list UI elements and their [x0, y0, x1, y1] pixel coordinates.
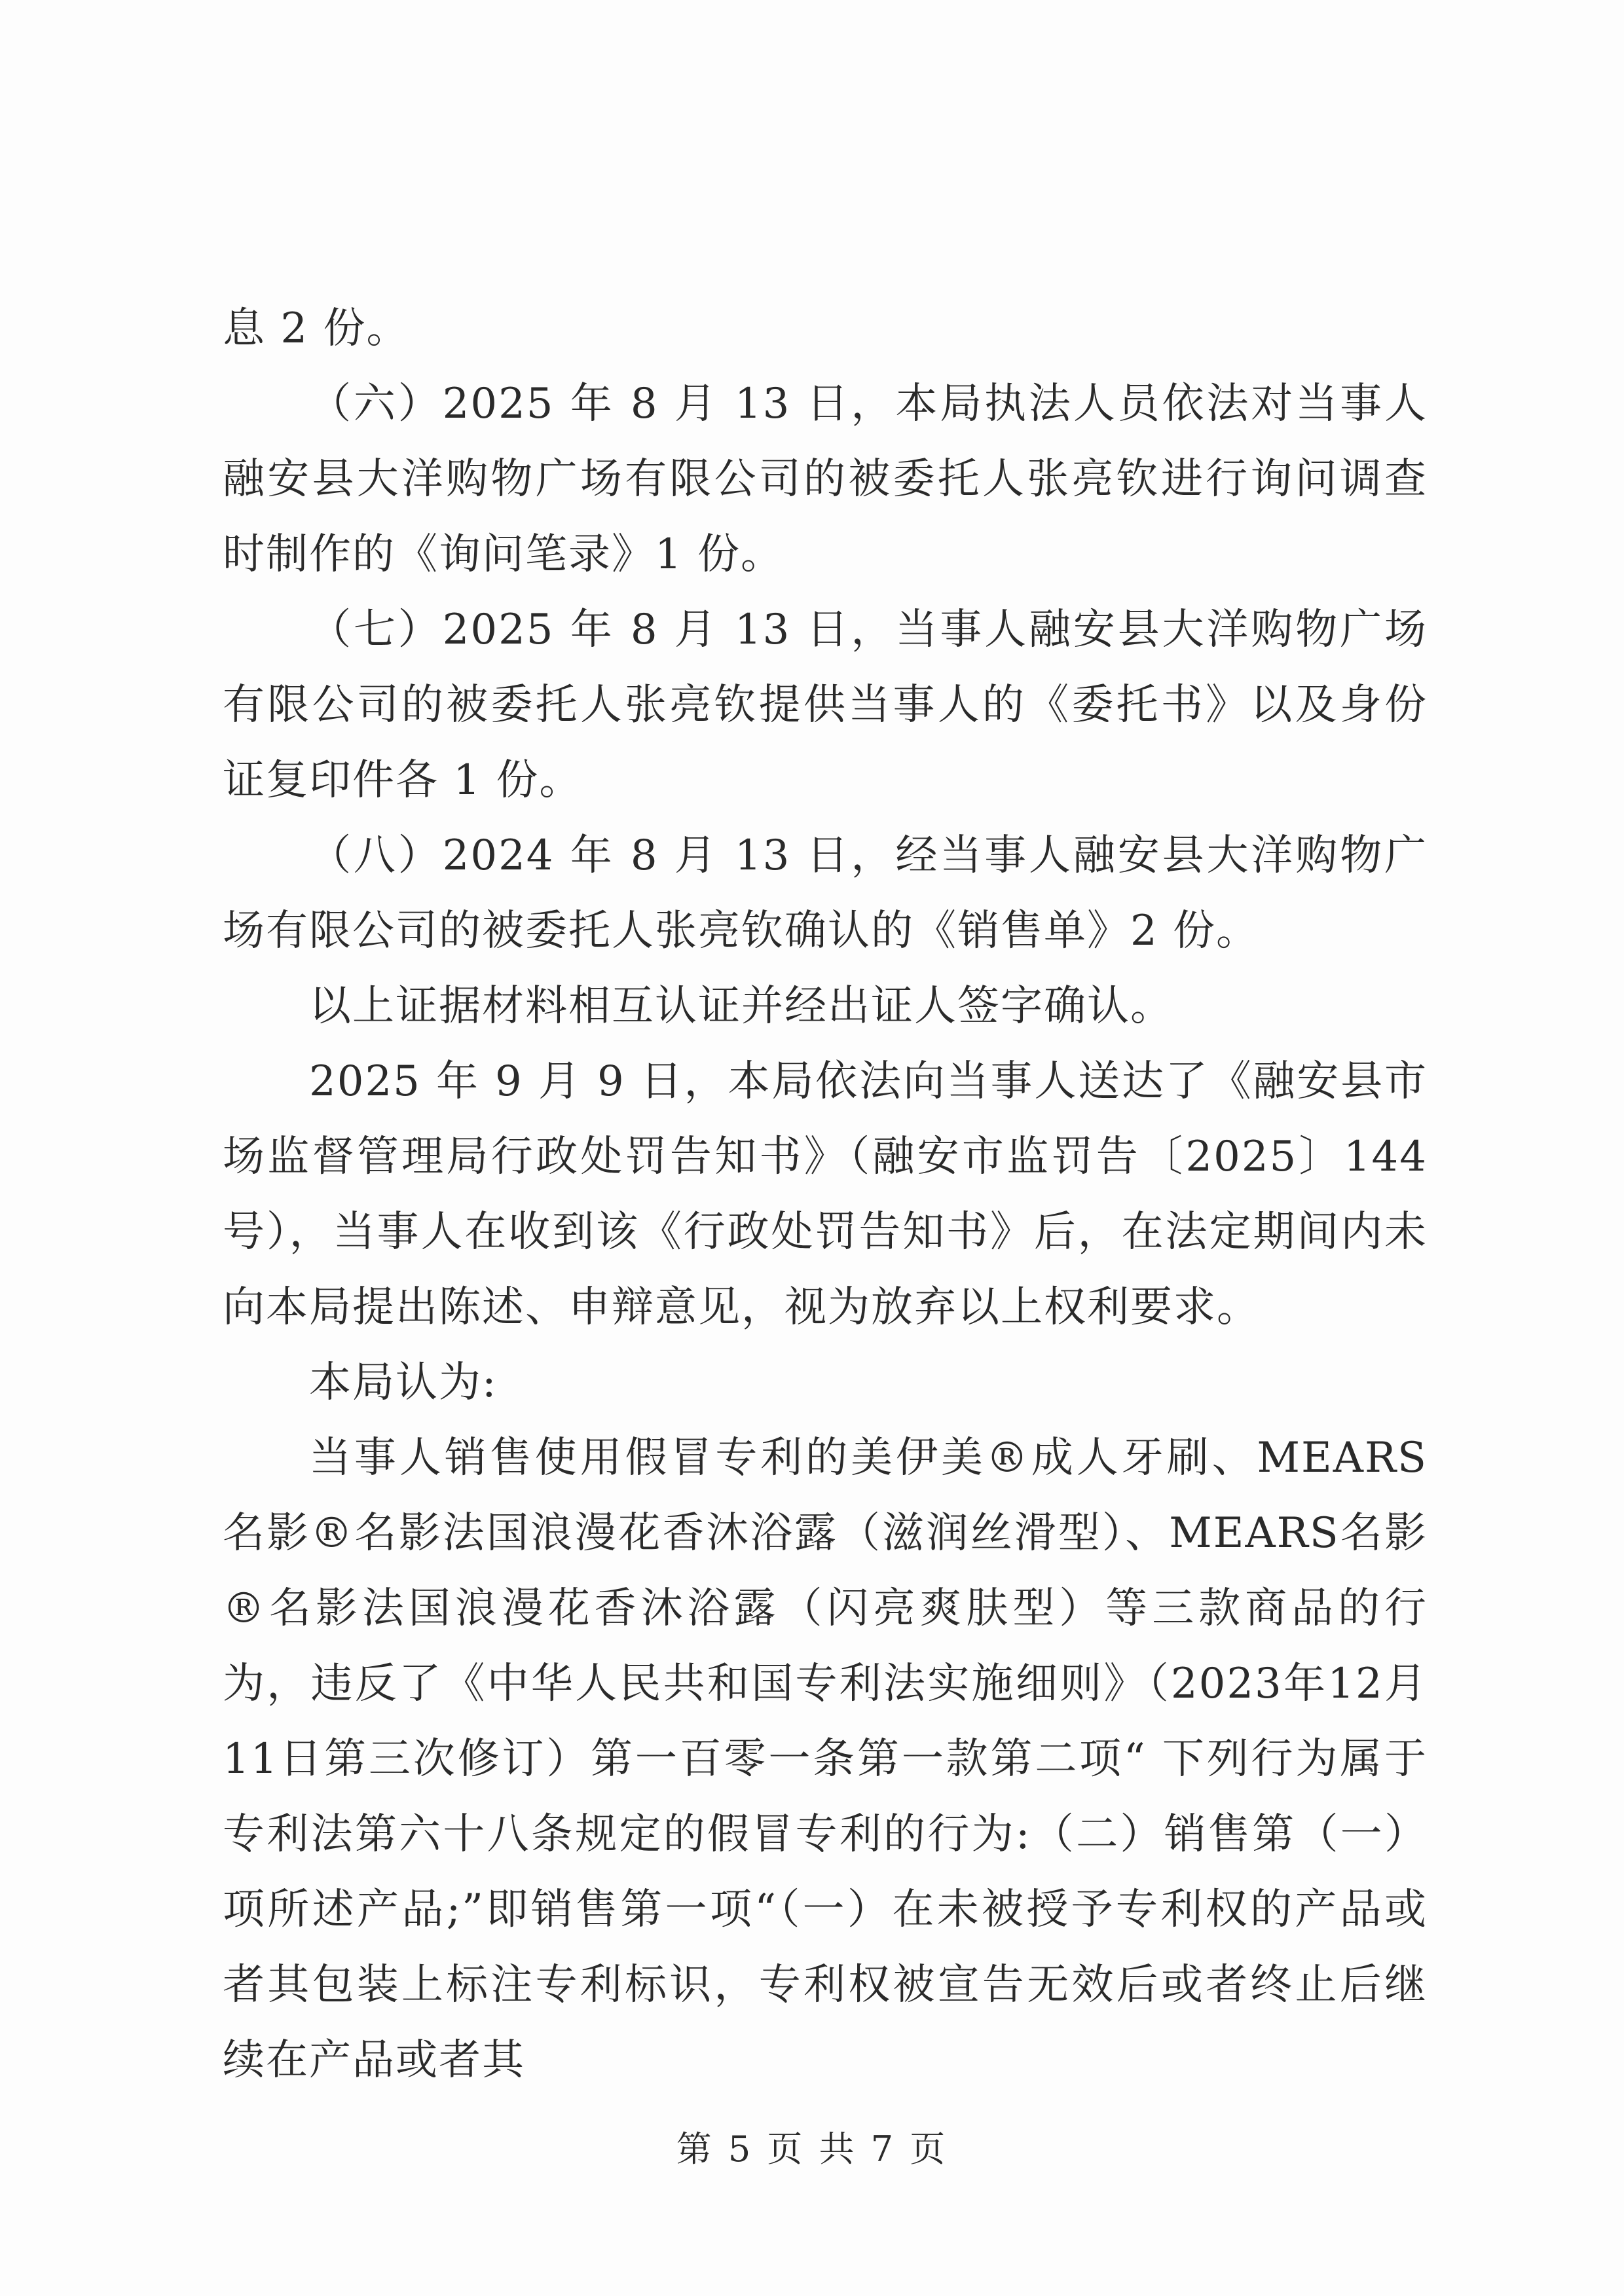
- document-body: [223, 291, 1428, 2098]
- page-number-footer: 第 5 页 共 7 页: [676, 2128, 948, 2170]
- paragraph-evidence-8: （八）2024 年 8 月 13 日，经当事人融安县大洋购物广场有限公司的被委托人张亮钦确认的《销售单》2 份。: [223, 831, 1428, 955]
- paragraph-evidence-6: （六）2025 年 8 月 13 日，本局执法人员依法对当事人融安县大洋购物广场有限公司的被委托人张亮钦进行询问调查时制作的《询问笔录》1 份。: [223, 380, 1428, 579]
- paragraph-evidence-confirmation: 以上证据材料相互认证并经出证人签字确认。: [309, 982, 1173, 1030]
- paragraph-notice-delivery: 2025 年 9 月 9 日，本局依法向当事人送达了《融安县市场监督管理局行政处罚告知书》（融安市监罚告〔2025〕144 号），当事人在收到该《行政处罚告知书》后，在法定期间内未向本局提出陈述、申辩意见，视为放弃以上权利要求。: [223, 1057, 1428, 1332]
- paragraph-bureau-opinion-heading: 本局认为:: [309, 1358, 498, 1407]
- paragraph-evidence-7: （七）2025 年 8 月 13 日，当事人融安县大洋购物广场有限公司的被委托人张亮钦提供当事人的《委托书》以及身份证复印件各 1 份。: [223, 606, 1428, 805]
- paragraph-continued: 息 2 份。: [223, 304, 410, 353]
- paragraph-bureau-opinion: 当事人销售使用假冒专利的美伊美®成人牙刷、MEARS名影®名影法国浪漫花香沐浴露（滋润丝滑型）、MEARS名影®名影法国浪漫花香沐浴露（闪亮爽肤型）等三款商品的行为，违反了《中华人民共和国专利法实施细则》（2023年12月11日第三次修订）第一百零一条第一款第二项“ 下列行为属于专利法第六十八条规定的假冒专利的行为:（二）销售第（一）项所述产品;”即销售第一项“（一）在未被授予专利权的产品或者其包装上标注专利标识，专利权被宣告无效后或者终止后继续在产品或者其: [223, 1434, 1428, 2085]
